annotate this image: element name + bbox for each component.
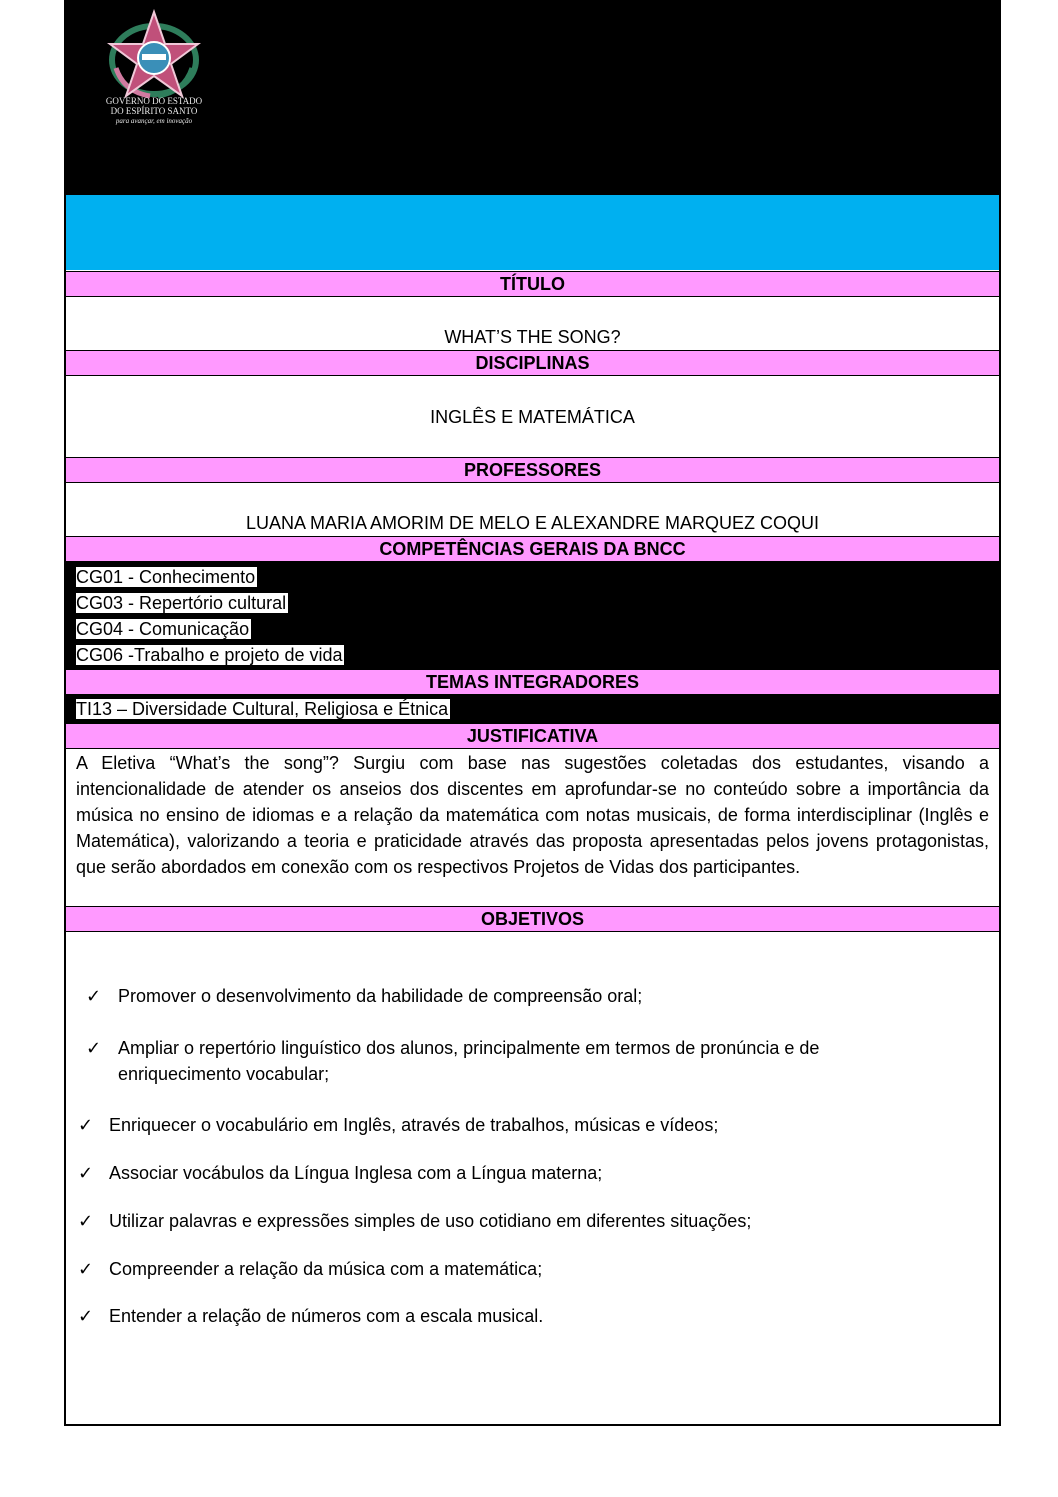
objetivo-item: Entender a relação de números com a escala musical. — [109, 1306, 544, 1326]
checkmark-icon: ✓ — [78, 1163, 94, 1183]
competencia-item: CG04 - Comunicação — [76, 619, 250, 639]
professores-value: LUANA MARIA AMORIM DE MELO E ALEXANDRE MARQUEZ COQUI — [245, 513, 820, 533]
temas-heading: TEMAS INTEGRADORES — [66, 669, 999, 695]
disciplinas-heading: DISCIPLINAS — [66, 350, 999, 376]
objetivo-item: Enriquecer o vocabulário em Inglês, através de trabalhos, músicas e vídeos; — [109, 1115, 719, 1135]
competencia-item: CG03 - Repertório cultural — [76, 593, 287, 613]
temas-block — [66, 695, 999, 723]
objetivo-item: Promover o desenvolvimento da habilidade de compreensão oral; — [118, 986, 643, 1006]
objetivo-item: Ampliar o repertório linguístico dos alunos, principalmente em termos de pronúncia e de enriquecimento vocabular; — [118, 1038, 820, 1084]
checkmark-icon: ✓ — [78, 1259, 94, 1279]
logo-line-2: DO ESPÍRITO SANTO — [110, 106, 198, 116]
titulo-heading: TÍTULO — [66, 271, 999, 297]
competencia-item: CG06 -Trabalho e projeto de vida — [76, 645, 343, 665]
logo-caption — [86, 96, 222, 126]
checkmark-icon: ✓ — [86, 986, 102, 1006]
competencias-block — [66, 562, 999, 670]
checkmark-icon: ✓ — [86, 1038, 102, 1058]
disciplinas-value: INGLÊS E MATEMÁTICA — [430, 407, 635, 427]
objetivo-item: Utilizar palavras e expressões simples de uso cotidiano em diferentes situações; — [109, 1211, 752, 1231]
logo-line-1: GOVERNO DO ESTADO — [105, 96, 203, 106]
header-blue-band — [66, 195, 999, 270]
competencias-heading: COMPETÊNCIAS GERAIS DA BNCC — [66, 536, 999, 562]
justificativa-heading: JUSTIFICATIVA — [66, 723, 999, 749]
objetivo-item: Associar vocábulos da Língua Inglesa com a Língua materna; — [109, 1163, 603, 1183]
checkmark-icon: ✓ — [78, 1306, 94, 1326]
titulo-value: WHAT’S THE SONG? — [444, 327, 621, 347]
justificativa-text: A Eletiva “What’s the song”? Surgiu com base nas sugestões coletadas dos estudantes, visando a intencionalidade de atender os anseios dos discentes em aprofundar-se no conteúdo sobre a importância da música no ensino de idiomas e a relação da matemática com notas musicais, de forma interdisciplinar (Inglês e Matemática), valorizando a teoria e praticidade através das proposta apresentadas pelos jovens protagonistas, que serão abordados em conexão com os respectivos Projetos de Vidas dos participantes. — [76, 753, 989, 877]
checkmark-icon: ✓ — [78, 1115, 94, 1135]
document-frame — [64, 0, 1001, 1426]
competencia-item: CG01 - Conhecimento — [76, 567, 256, 587]
header-black-band — [66, 0, 999, 195]
professores-heading: PROFESSORES — [66, 457, 999, 483]
objetivo-item: Compreender a relação da música com a matemática; — [109, 1259, 543, 1279]
checkmark-icon: ✓ — [78, 1211, 94, 1231]
tema-item: TI13 – Diversidade Cultural, Religiosa e Étnica — [76, 699, 449, 719]
objetivos-heading: OBJETIVOS — [66, 906, 999, 932]
logo-tagline: para avançar, em inovação — [115, 117, 193, 125]
